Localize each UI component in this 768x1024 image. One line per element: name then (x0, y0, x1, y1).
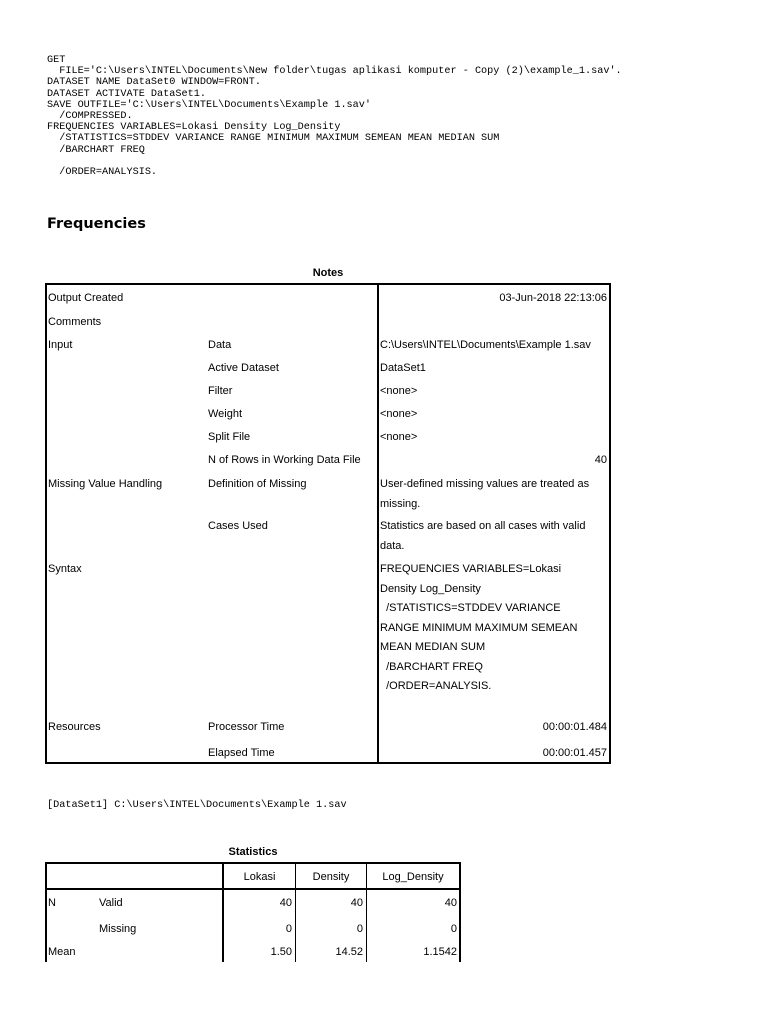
notes-syntax-line: RANGE MINIMUM MAXIMUM SEMEAN (380, 621, 578, 634)
dataset-line: [DataSet1] C:\Users\INTEL\Documents\Example 1.sav (47, 800, 347, 811)
syntax-line: FREQUENCIES VARIABLES=Lokasi Density Log_Density (47, 122, 341, 134)
notes-syntax-line: /BARCHART FREQ (380, 660, 483, 673)
stats-cell: 40 (350, 897, 363, 909)
notes-row-value: 40 (594, 454, 607, 466)
notes-border-left (45, 283, 47, 764)
notes-syntax-value (380, 560, 607, 697)
notes-syntax-line: /ORDER=ANALYSIS. (380, 680, 492, 692)
syntax-line: DATASET NAME DataSet0 WINDOW=FRONT. (47, 77, 261, 89)
notes-row-value: Statistics are based on all cases with valid data. (380, 520, 586, 552)
notes-row-label: Comments (48, 316, 102, 328)
notes-sub-label: Data (208, 339, 232, 351)
notes-sub-label: Filter (208, 385, 233, 397)
stats-row-group: Mean (48, 946, 76, 958)
notes-border-right (609, 283, 611, 764)
stats-border-top (45, 862, 461, 864)
syntax-line: GET (47, 55, 66, 66)
syntax-line: SAVE OUTFILE='C:\Users\INTEL\Documents\Example 1.sav' (47, 99, 372, 111)
notes-syntax-line: /STATISTICS=STDDEV VARIANCE (380, 602, 561, 614)
notes-sub-label: N of Rows in Working Data File (208, 454, 361, 466)
statistics-title: Statistics (228, 846, 278, 858)
notes-syntax-line: FREQUENCIES VARIABLES=Lokasi (380, 563, 562, 575)
syntax-block (47, 55, 622, 178)
notes-row-value: <none> (380, 385, 418, 397)
notes-sub-label: Active Dataset (208, 362, 279, 374)
notes-border-top (45, 283, 611, 285)
notes-row-value: DataSet1 (380, 362, 426, 374)
notes-row-label: Input (48, 339, 73, 351)
stats-cell: 14.52 (335, 946, 363, 958)
stats-row-label: Valid (99, 897, 123, 909)
notes-syntax-line: MEAN MEDIAN SUM (380, 641, 486, 653)
stats-col-header: Density (312, 871, 350, 883)
notes-row-value: <none> (380, 408, 418, 420)
stats-row-label: Missing (99, 923, 137, 935)
stats-col-header: Lokasi (243, 871, 276, 883)
stats-border-right (459, 862, 461, 962)
stats-row-group: N (48, 897, 56, 909)
syntax-line: /COMPRESSED. (47, 110, 133, 122)
stats-cell: 0 (285, 923, 292, 935)
stats-border-left (45, 862, 47, 962)
notes-row-label: Resources (48, 721, 101, 733)
stats-cell: 1.1542 (423, 946, 457, 958)
page-heading: Frequencies (47, 216, 146, 232)
stats-cell: 40 (279, 897, 292, 909)
syntax-line: FILE='C:\Users\INTEL\Documents\New folder\tugas aplikasi komputer - Copy (2)\example_1.sav'. (47, 66, 622, 78)
notes-row-value: User-defined missing values are treated as missing. (380, 478, 590, 510)
syntax-line: /ORDER=ANALYSIS. (47, 166, 158, 178)
syntax-line: /BARCHART FREQ (47, 144, 145, 156)
syntax-line (47, 156, 622, 167)
notes-row-value: <none> (380, 431, 418, 443)
notes-row-label: Missing Value Handling (48, 478, 163, 490)
stats-cell: 40 (444, 897, 457, 909)
stats-col-header: Log_Density (382, 871, 444, 883)
stats-cell: 0 (450, 923, 457, 935)
notes-sub-label: Elapsed Time (208, 747, 275, 759)
notes-row-value: 00:00:01.484 (542, 721, 607, 733)
notes-row-value: C:\Users\INTEL\Documents\Example 1.sav (380, 339, 591, 351)
stats-header-rule (45, 888, 461, 890)
stats-cell: 0 (356, 923, 363, 935)
notes-title: Notes (312, 267, 344, 279)
notes-sub-label: Definition of Missing (208, 478, 307, 490)
notes-row-value: 03-Jun-2018 22:13:06 (499, 292, 607, 304)
notes-sub-label: Processor Time (208, 721, 285, 733)
notes-border-divider (377, 283, 379, 764)
syntax-line: DATASET ACTIVATE DataSet1. (47, 88, 206, 100)
notes-syntax-line: Density Log_Density (380, 582, 481, 595)
notes-row-label: Output Created (48, 292, 124, 304)
notes-sub-label: Cases Used (208, 520, 268, 532)
notes-sub-label: Weight (208, 408, 243, 420)
notes-row-value: 00:00:01.457 (542, 747, 607, 759)
notes-sub-label: Split File (208, 431, 251, 443)
notes-row-label: Syntax (48, 563, 82, 575)
syntax-line: /STATISTICS=STDDEV VARIANCE RANGE MINIMUM MAXIMUM SEMEAN MEAN MEDIAN SUM (47, 133, 500, 145)
stats-cell: 1.50 (270, 946, 292, 958)
